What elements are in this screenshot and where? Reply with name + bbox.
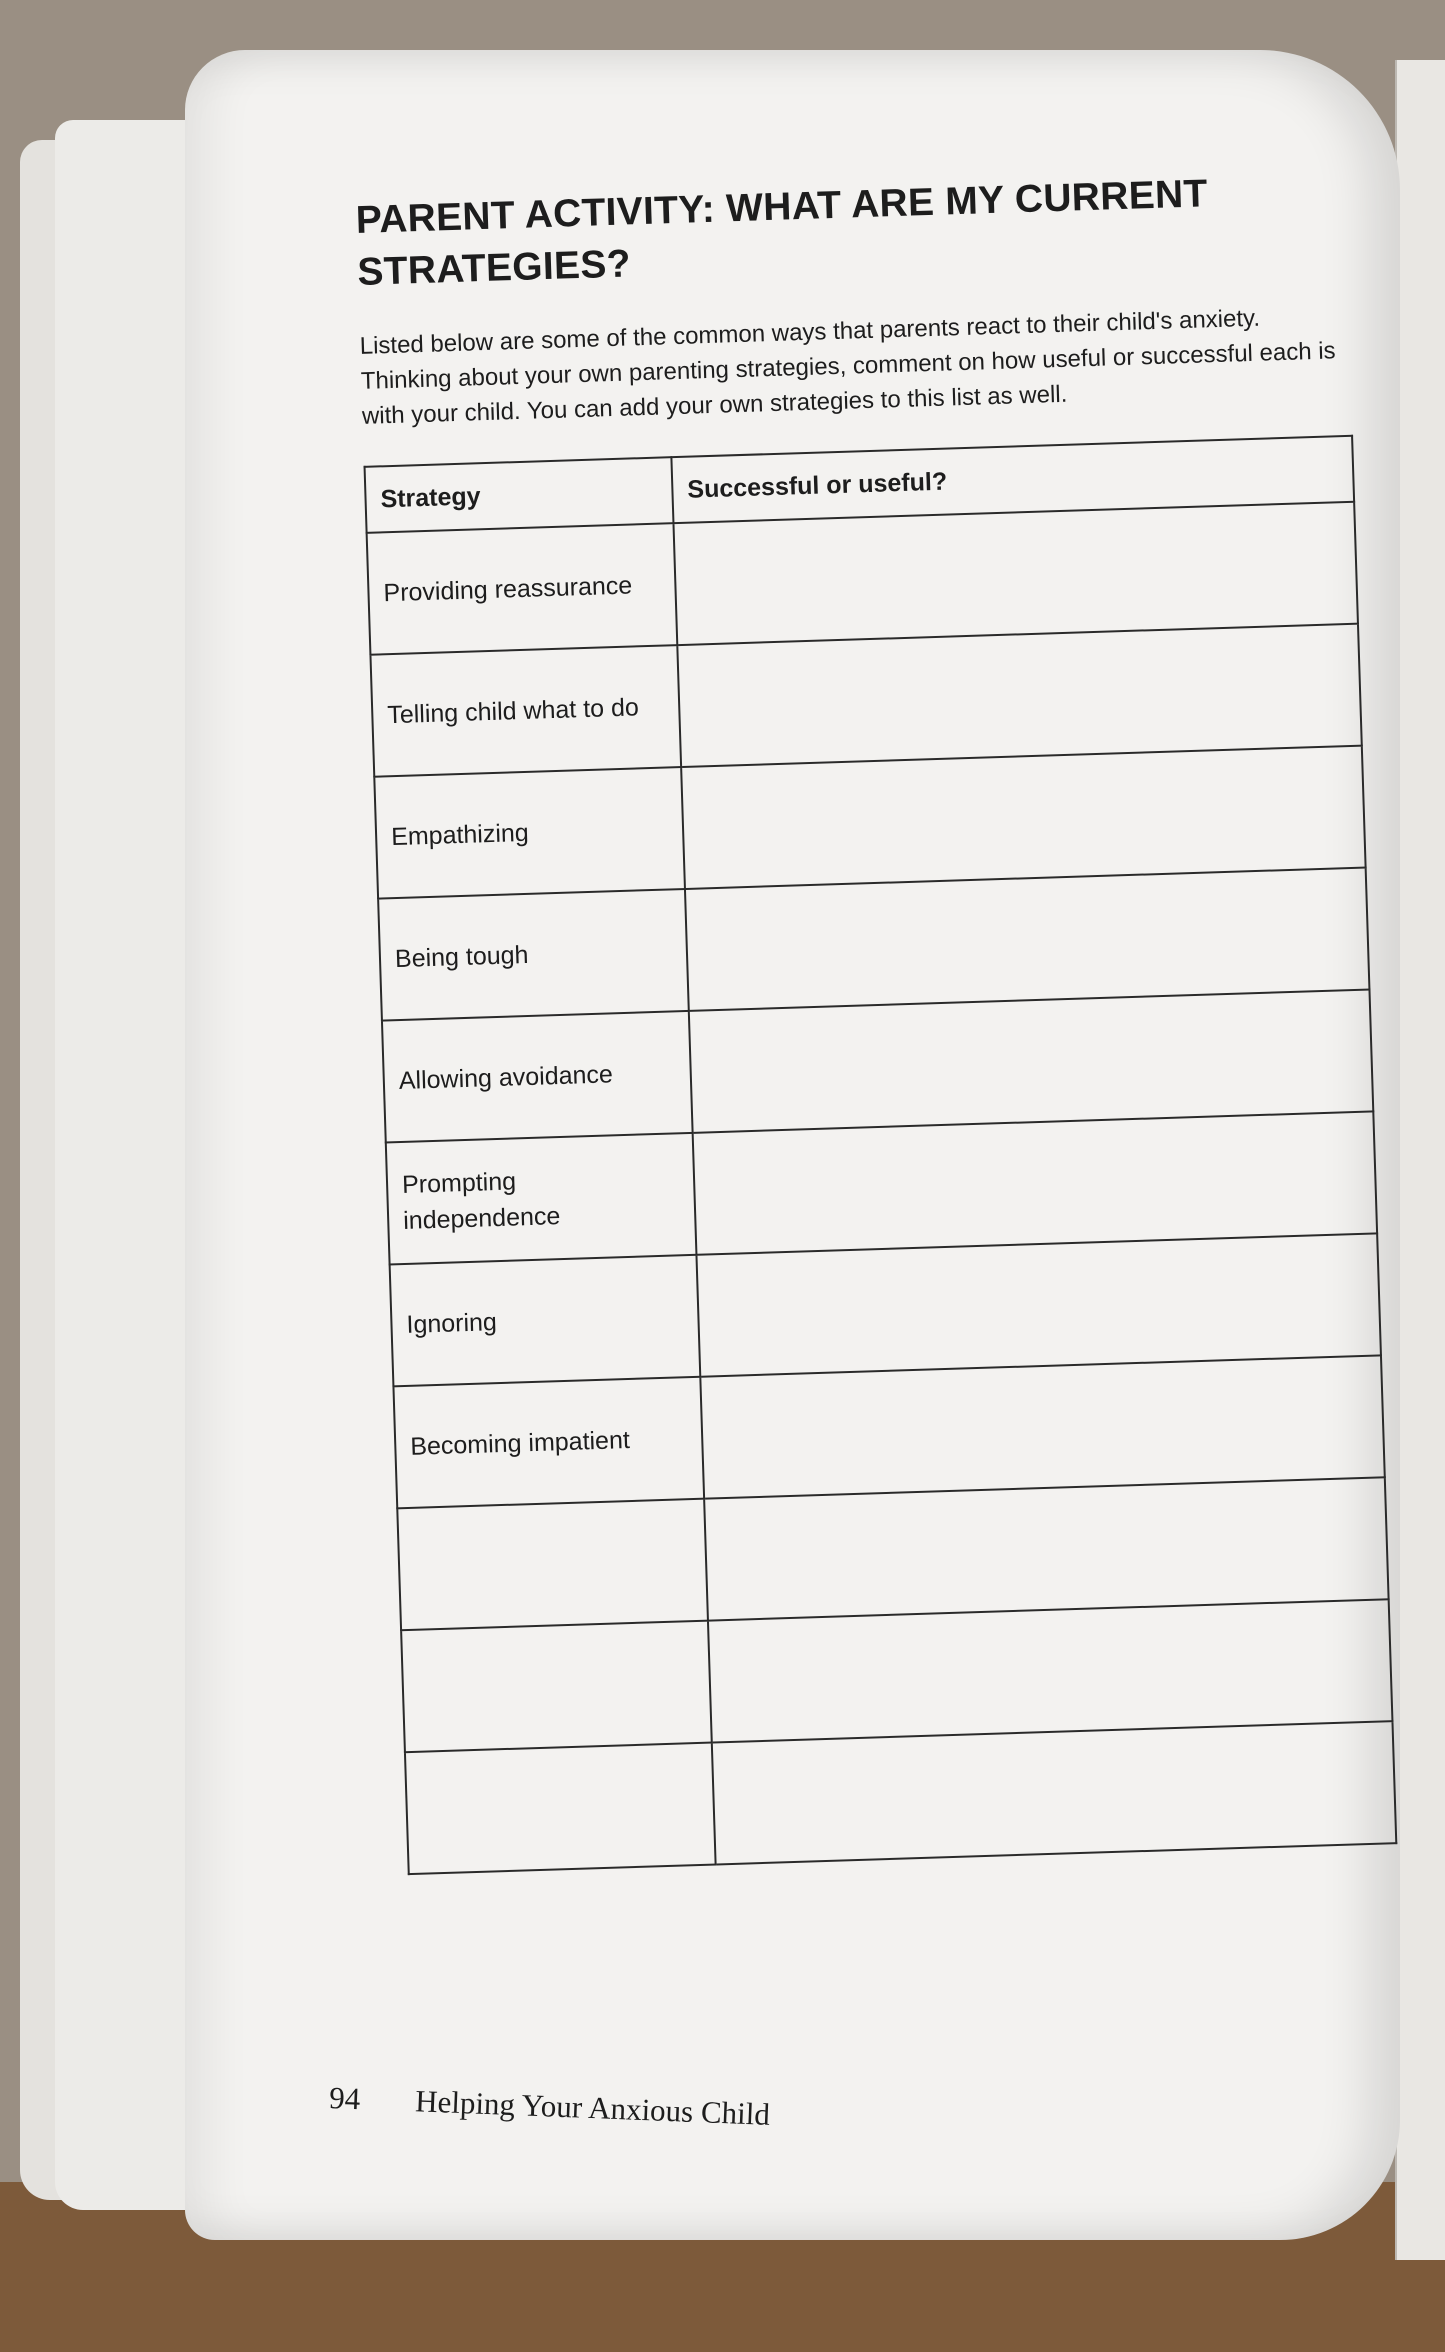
response-cell — [693, 1111, 1377, 1254]
strategy-cell — [397, 1499, 708, 1631]
response-cell — [700, 1355, 1384, 1498]
strategy-cell: Being tough — [378, 889, 689, 1021]
strategy-cell: Ignoring — [390, 1255, 701, 1387]
strategy-cell: Becoming impatient — [393, 1377, 704, 1509]
strategy-cell: Providing reassurance — [367, 523, 678, 655]
page-content — [355, 164, 1397, 1875]
strategy-cell: Prompting independence — [386, 1133, 697, 1265]
facing-page-edge — [1395, 60, 1445, 2260]
response-cell — [681, 746, 1365, 889]
response-cell — [712, 1721, 1396, 1864]
page-number: 94 — [328, 2080, 361, 2117]
response-cell — [696, 1233, 1380, 1376]
response-cell — [677, 624, 1361, 767]
strategy-cell — [401, 1621, 712, 1753]
response-cell — [689, 990, 1373, 1133]
strategy-table-body — [367, 502, 1397, 1874]
header-strategy: Strategy — [365, 457, 674, 533]
activity-title-bold: PARENT ACTIVITY: — [355, 187, 716, 242]
activity-intro: Listed below are some of the common ways that parents react to their child's anxiety. Thinking about your own parenting strategies, comment on how useful or successful each is with your child. You can add your own strategies to this list as well. — [359, 304, 1336, 430]
strategy-cell — [405, 1743, 716, 1875]
activity-title-rest: WHAT ARE MY CURRENT STRATEGIES? — [356, 172, 1209, 294]
strategy-cell: Telling child what to do — [370, 645, 681, 777]
strategy-cell: Allowing avoidance — [382, 1011, 693, 1143]
header-successful: Successful or useful? — [671, 436, 1354, 523]
strategy-table — [364, 435, 1398, 1875]
strategy-cell: Empathizing — [374, 767, 685, 899]
response-cell — [685, 868, 1369, 1011]
response-cell — [708, 1599, 1392, 1742]
book-title: Helping Your Anxious Child — [414, 2083, 771, 2132]
response-cell — [704, 1477, 1388, 1620]
response-cell — [673, 502, 1357, 645]
